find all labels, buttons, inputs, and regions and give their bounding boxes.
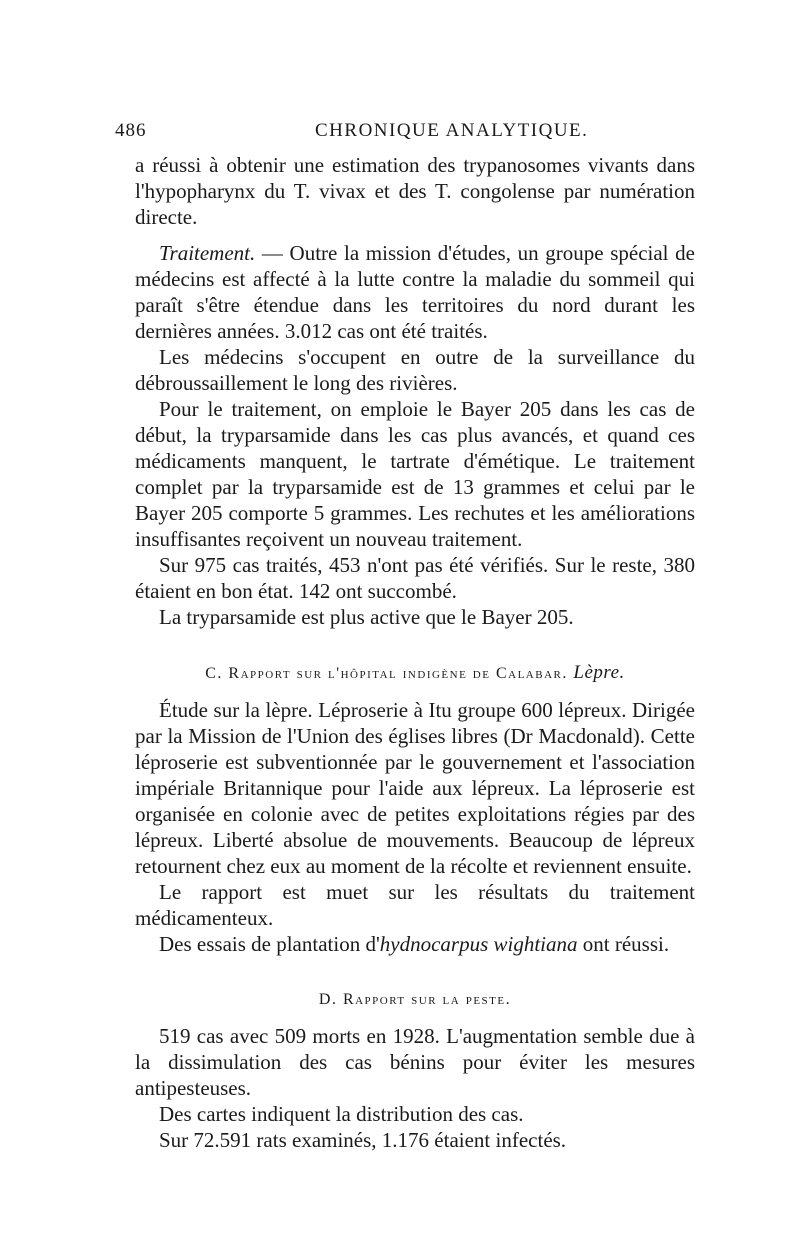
surveillance-paragraph: Les médecins s'occupent en outre de la surveillance du débroussaillement le long des rivières. [135, 345, 695, 395]
traitement-text: — Outre la mission d'études, un groupe spécial de médecins est affecté à la lutte contre la maladie du sommeil qui paraît s'être étendue dans les territoires du nord durant les dernières années. 3.012 cas ont été traités. [135, 241, 695, 343]
plague-cases-paragraph: 519 cas avec 509 morts en 1928. L'augmentation semble due à la dissimulation des cas bénins pour éviter les mesures antipesteuses. [135, 1024, 695, 1100]
report-mute-paragraph: Le rapport est muet sur les résultats du traitement médicamenteux. [135, 880, 695, 930]
leprosy-paragraph: Étude sur la lèpre. Léproserie à Itu groupe 600 lépreux. Dirigée par la Mission de l'Union des églises libres (Dr Macdonald). Cette léproserie est subventionnée par le gouvernement et l'association impériale Britannique pour l'aide aux lépreux. La léproserie est organisée en colonie avec de petites exploitations régies par des lépreux. Liberté absolue de mouvements. Beaucoup de lépreux retournent chez eux au moment de la récolte et reviennent ensuite. [135, 698, 695, 878]
plantation-species: hydnocarpus wightiana [379, 932, 578, 956]
maps-paragraph: Des cartes indiquent la distribution des cas. [159, 1102, 524, 1126]
results-paragraph: Sur 975 cas traités, 453 n'ont pas été vérifiés. Sur le reste, 380 étaient en bon état. 142 ont succombé. [135, 553, 695, 603]
section-c-title: C. Rapport sur l'hôpital indigène de Calabar. [205, 665, 568, 682]
section-d-heading [135, 987, 695, 1013]
intro-paragraph: a réussi à obtenir une estimation des trypanosomes vivants dans l'hypopharynx du T. vivax et des T. congolense par numération directe. [135, 153, 695, 229]
rats-paragraph: Sur 72.591 rats examinés, 1.176 étaient infectés. [159, 1128, 567, 1152]
plantation-start: Des essais de plantation d' [159, 932, 380, 956]
traitement-paragraph [135, 240, 695, 344]
traitement-label: Traitement. [159, 241, 256, 265]
body-text [135, 152, 695, 1153]
running-title: CHRONIQUE ANALYTIQUE. [315, 120, 589, 141]
plantation-end: ont réussi. [577, 932, 670, 956]
section-c-italic: Lèpre. [573, 662, 625, 683]
section-d-title: D. Rapport sur la peste. [318, 991, 512, 1008]
section-c-heading [135, 660, 695, 687]
tryparsamide-paragraph: La tryparsamide est plus active que le Bayer 205. [159, 605, 574, 629]
page-number: 486 [115, 120, 147, 141]
plantation-paragraph [135, 931, 695, 957]
treatment-method-paragraph: Pour le traitement, on emploie le Bayer 205 dans les cas de début, la tryparsamide dans les cas plus avancés, et quand ces médicaments manquent, le tartrate d'émétique. Le traitement complet par la tryparsamide est de 13 grammes et celui par le Bayer 205 comporte 5 grammes. Les rechutes et les améliorations insuffisantes reçoivent un nouveau traitement. [135, 397, 695, 551]
running-head [115, 120, 695, 146]
